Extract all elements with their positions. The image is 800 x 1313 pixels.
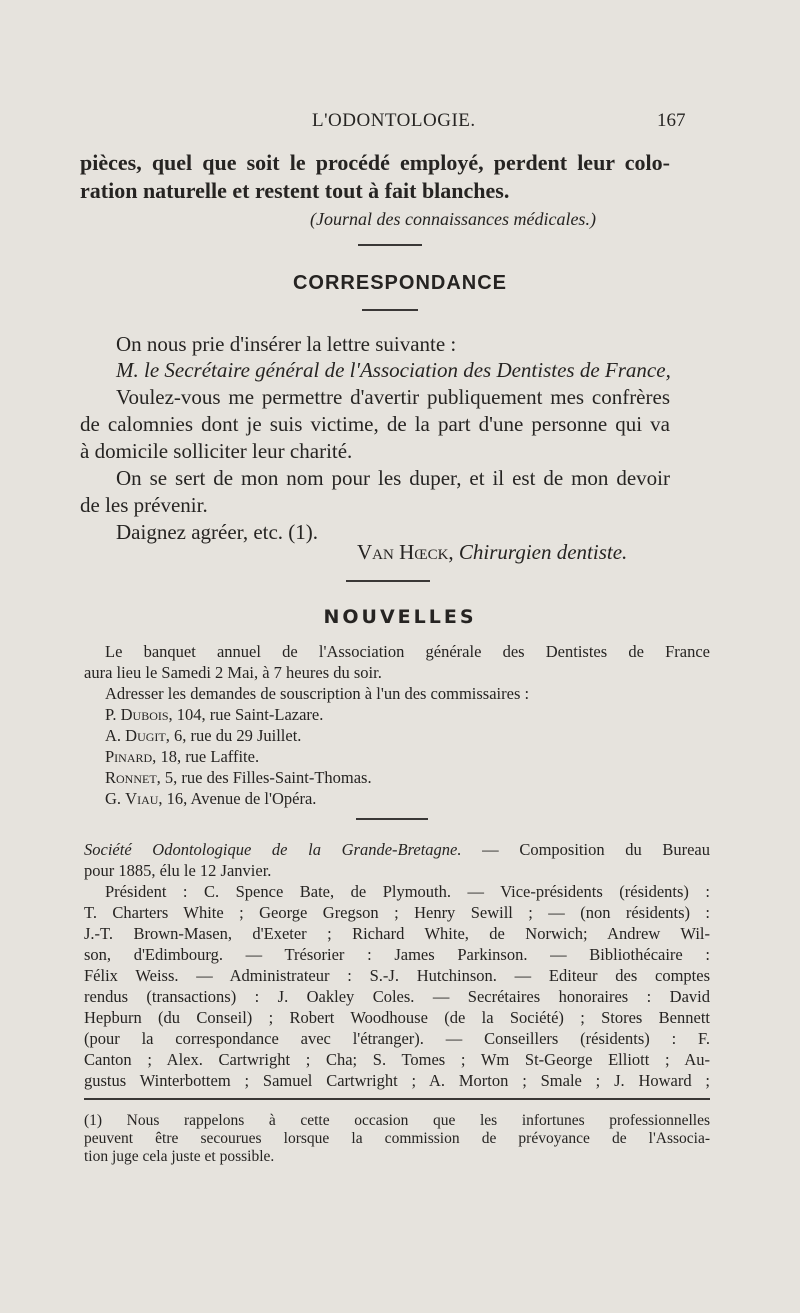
- societe-line: (pour la correspondance avec l'étranger). — Conseillers (résidents) : F.: [84, 1029, 710, 1048]
- societe-title-rest: — Composition du Bureau: [482, 840, 711, 859]
- news-line: Le banquet annuel de l'Association générale des Dentistes de France: [105, 642, 710, 661]
- commissaire-address: 18, rue Laffite.: [160, 747, 260, 766]
- letter-line: On se sert de mon nom pour les duper, et il est de mon devoir: [116, 466, 670, 490]
- societe-line: Président : C. Spence Bate, de Plymouth. — Vice-présidents (résidents) :: [105, 882, 710, 901]
- societe-line: Hepburn (du Conseil) ; Robert Woodhouse (de la Société) ; Stores Bennett: [84, 1008, 710, 1027]
- section-divider: [358, 244, 422, 246]
- section-heading-nouvelles: NOUVELLES: [323, 606, 477, 628]
- section-divider: [346, 580, 430, 582]
- commissaire-entry: [105, 747, 259, 767]
- societe-title-line: [84, 840, 710, 860]
- commissaire-entry: [105, 768, 372, 788]
- commissaire-name: Dugit,: [125, 726, 170, 745]
- commissaire-initial: P.: [105, 705, 117, 724]
- commissaire-address: 6, rue du 29 Juillet.: [174, 726, 302, 745]
- letter-line: de calomnies dont je suis victime, de la part d'une personne qui va: [80, 412, 670, 436]
- societe-line: T. Charters White ; George Gregson ; Henry Sewill ; — (non résidents) :: [84, 903, 710, 922]
- letter-line: à domicile solliciter leur charité.: [80, 439, 353, 463]
- commissaire-address: 5, rue des Filles-Saint-Thomas.: [164, 768, 372, 787]
- paragraph-line: pièces, quel que soit le procédé employé, perdent leur colo-: [80, 150, 670, 175]
- commissaire-initial: A.: [105, 726, 122, 745]
- societe-line: Félix Weiss. — Administrateur : S.-J. Hutchinson. — Editeur des comptes: [84, 966, 710, 985]
- societe-line: rendus (transactions) : J. Oakley Coles. — Secrétaires honoraires : David: [84, 987, 710, 1006]
- footnote-separator: [84, 1098, 710, 1100]
- societe-line: gustus Winterbottem ; Samuel Cartwright ; A. Morton ; Smale ; J. Howard ;: [84, 1071, 710, 1090]
- footnote-line: peuvent être secourues lorsque la commission de prévoyance de l'Associa-: [84, 1130, 710, 1147]
- societe-name: Société Odontologique de la Grande-Bretagne.: [84, 840, 462, 859]
- source-citation: (Journal des connaissances médicales.): [310, 209, 596, 229]
- signature-name: Van Hœck,: [357, 540, 454, 564]
- commissaire-initial: G.: [105, 789, 122, 808]
- commissaire-name: Pinard,: [105, 747, 157, 766]
- letter-line: de les prévenir.: [80, 493, 208, 517]
- commissaire-entry: [105, 789, 316, 809]
- commissaire-address: 104, rue Saint-Lazare.: [176, 705, 324, 724]
- societe-line: pour 1885, élu le 12 Janvier.: [84, 861, 272, 880]
- letter-addressee: M. le Secrétaire général de l'Association des Dentistes de France,: [116, 358, 671, 382]
- running-header-title: L'ODONTOLOGIE.: [312, 110, 476, 131]
- section-divider: [356, 818, 428, 820]
- intro-line: On nous prie d'insérer la lettre suivante :: [116, 332, 457, 356]
- commissaire-entry: [105, 705, 323, 725]
- letter-signature: [357, 540, 627, 565]
- societe-line: son, d'Edimbourg. — Trésorier : James Parkinson. — Bibliothécaire :: [84, 945, 710, 964]
- news-line: aura lieu le Samedi 2 Mai, à 7 heures du soir.: [84, 663, 382, 682]
- societe-line: Canton ; Alex. Cartwright ; Cha; S. Tomes ; Wm St-George Elliott ; Au-: [84, 1050, 710, 1069]
- commissaire-name: Viau,: [125, 789, 163, 808]
- commissaire-entry: [105, 726, 301, 746]
- section-heading-correspondance: CORRESPONDANCE: [292, 272, 508, 294]
- letter-line: Voulez-vous me permettre d'avertir publiquement mes confrères: [116, 385, 670, 409]
- signature-title: Chirurgien dentiste.: [458, 540, 628, 564]
- news-line: Adresser les demandes de souscription à l'un des commissaires :: [105, 684, 530, 703]
- societe-line: J.-T. Brown-Masen, d'Exeter ; Richard White, de Norwich; Andrew Wil-: [84, 924, 710, 943]
- footnote-line: (1) Nous rappelons à cette occasion que les infortunes professionnelles: [84, 1112, 710, 1129]
- commissaire-name: Ronnet,: [105, 768, 161, 787]
- commissaire-address: 16, Avenue de l'Opéra.: [166, 789, 317, 808]
- letter-closing: Daignez agréer, etc. (1).: [116, 520, 319, 544]
- heading-underline: [362, 309, 418, 311]
- paragraph-line: ration naturelle et restent tout à fait blanches.: [80, 178, 510, 203]
- page-number: 167: [657, 110, 686, 131]
- commissaire-name: Dubois,: [120, 705, 173, 724]
- footnote-line: tion juge cela juste et possible.: [84, 1148, 275, 1165]
